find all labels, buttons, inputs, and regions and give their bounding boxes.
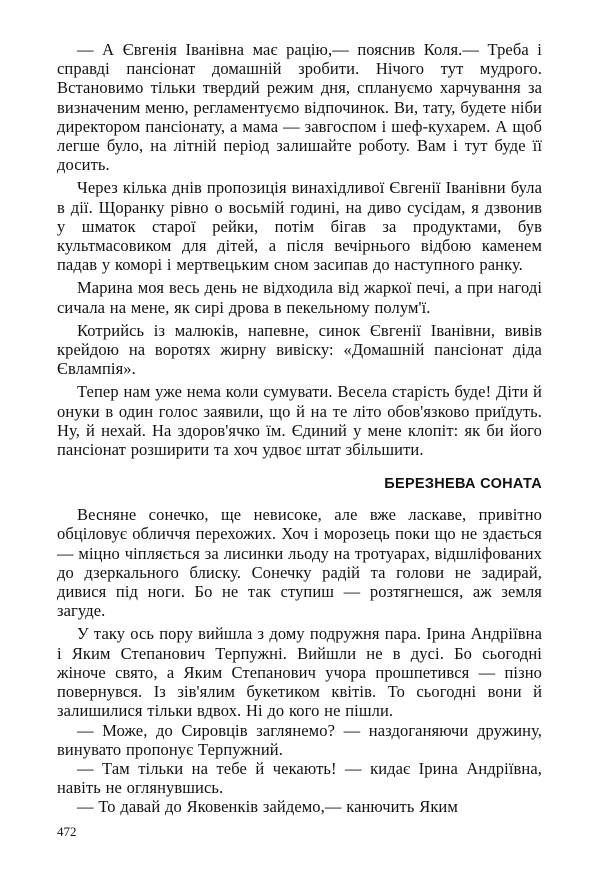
paragraph: Тепер нам уже нема коли сумувати. Весела старість буде! Діти й онуки в один голос заявили, що й на те літо обов'язково приїдуть. Ну, й нехай. На здоров'ячко їм. Єдиний у мене клопіт: як би його пансіонат розширити та хоч удвоє штат збільшити. bbox=[57, 382, 542, 460]
section-title: БЕРЕЗНЕВА СОНАТА bbox=[384, 476, 542, 493]
paragraph: — То давай до Яковенків зайдемо,— канючить Яким bbox=[77, 797, 458, 817]
paragraph: Котрийсь із малюків, напевне, синок Євгенії Іванівни, вивів крейдою на воротях жирну вивіску: «Домашній пансіонат діда Євлампія». bbox=[57, 320, 542, 379]
paragraph: — Може, до Сировців заглянемо? — наздоганяючи дружину, винувато пропонує Терпужний. bbox=[57, 720, 542, 759]
page-number: 472 bbox=[57, 824, 77, 839]
paragraph: — А Євгенія Іванівна має рацію,— пояснив Коля.— Треба і справді пансіонат домашній зробити. Нічого тут мудрого. Встановимо тільки твердий режим дня, сплануємо харчування за визначеним меню, регламентуємо відпочинок. Ви, тату, будете ніби директором пансіонату, а мама — завгоспом і шеф-кухарем. А щоб легше було, на літній період залишайте роботу. Вам і тут буде її досить. bbox=[57, 40, 542, 175]
page-body bbox=[57, 40, 542, 817]
paragraph: — Там тільки на тебе й чекають! — кидає Ірина Андріївна, навіть не оглянувшись. bbox=[57, 758, 542, 798]
paragraph: У таку ось пору вийшла з дому подружня пара. Ірина Андріївна і Яким Степанович Терпужні. Вийшли не в дусі. Бо сьогодні жіноче свято, а Яким Степанович учора прошпетився — пізно повернувся. Із зів'ялим букетиком квітів. То сьогодні вони й залишилися тільки вдвох. Ні до кого не пішли. bbox=[57, 624, 542, 721]
paragraph: Марина моя весь день не відходила від жаркої печі, а при нагоді сичала на мене, як сирі дрова в пекельному полум'ї. bbox=[57, 278, 542, 317]
paragraph: Через кілька днів пропозиція винахідливої Євгенії Іванівни була в дії. Щоранку рівно о восьмій годині, на диво сусідам, я дзвонив у шматок старої рейки, потім бігав за продуктами, був культмасовиком для дітей, а після вечірнього відбою каменем падав у коморі і мертвецьким сном засипав до наступного ранку. bbox=[57, 178, 542, 275]
paragraph: Весняне сонечко, ще невисоке, але вже лаcкаве, привітно обціловує обличчя перехожих. Хоч і морозець поки що не здається — міцно чіпляється за лисинки льоду на тротуарах, відшліфованих до дзеркального блиску. Сонечку радій та голови не задирай, дивися під ноги. Бо не так ступиш — розтягнешся, аж земля загуде. bbox=[57, 505, 542, 621]
